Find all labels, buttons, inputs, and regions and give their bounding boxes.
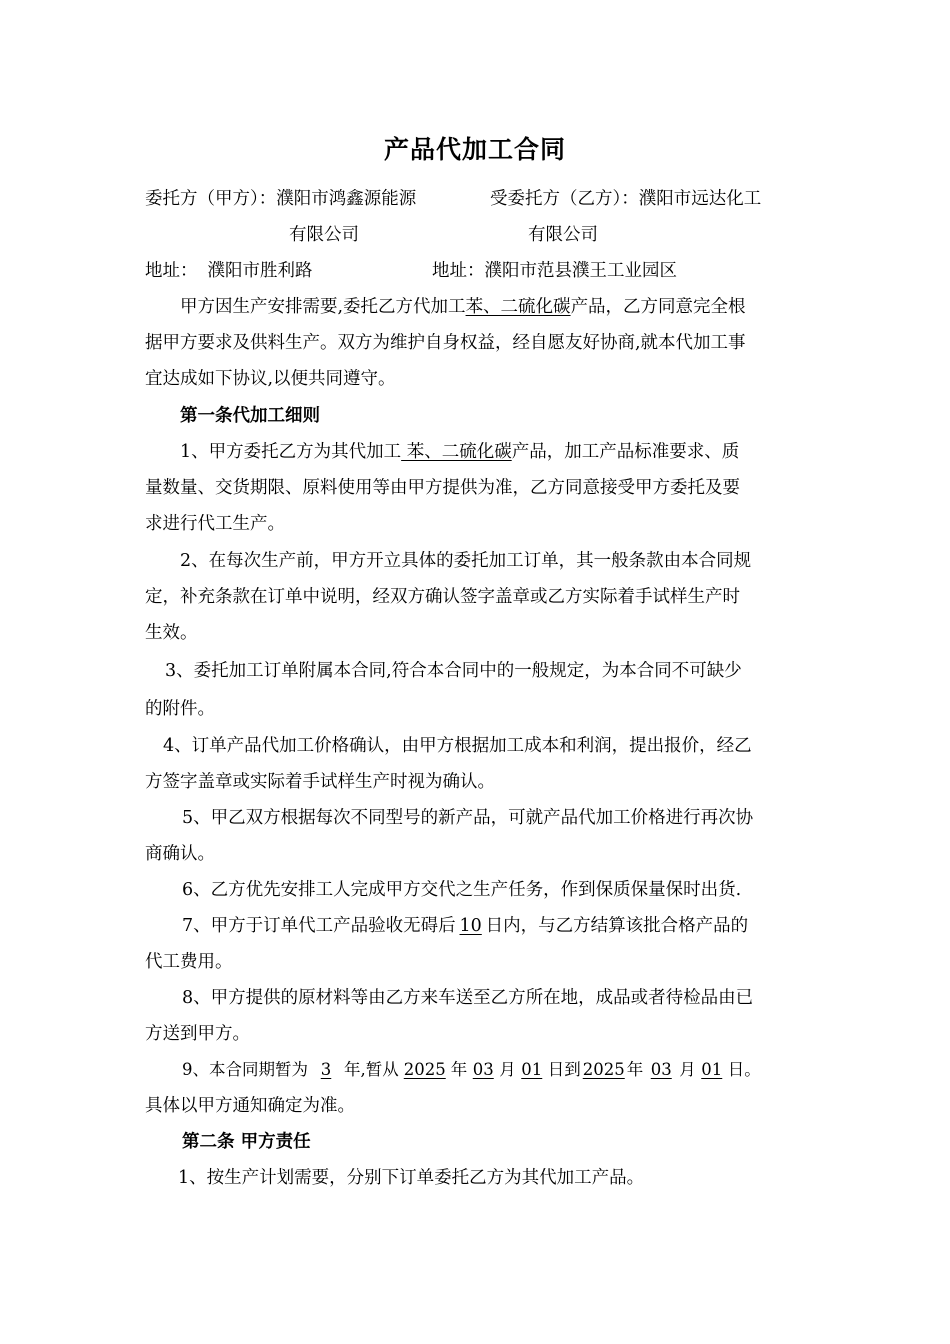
clause-1-6-line-1: 6、乙方优先安排工人完成甲方交代之生产任务，作到保质保量保时出货. [182, 880, 742, 900]
end-day: 01 [701, 1060, 723, 1079]
clause-1-9-line-1 [182, 1058, 761, 1082]
article-2-heading: 第二条 甲方责任 [182, 1132, 311, 1152]
party-b-address [432, 259, 677, 283]
clause-1-7-line-2: 代工费用。 [145, 952, 233, 972]
clause-1-2-line-2: 定，补充条款在订单中说明，经双方确认签字盖章或乙方实际着手试样生产时 [145, 587, 740, 607]
clause-1-7-days: 10 [459, 916, 482, 936]
clause-1-1-line-3: 求进行代工生产。 [145, 514, 285, 534]
clause-text: 9、本合同期暂为 [182, 1060, 308, 1079]
clause-1-1-product: 苯、二硫化碳 [401, 442, 512, 462]
clause-1-5-line-2: 商确认。 [145, 844, 215, 864]
party-b-address-label: 地址： [432, 261, 485, 281]
clause-1-1-line-1 [180, 440, 739, 464]
clause-1-3-line-1: 3、委托加工订单附属本合同,符合本合同中的一般规定，为本合同不可缺少 [165, 661, 742, 681]
clause-text: 日。 [727, 1060, 761, 1079]
clause-text: 7、甲方于订单代工产品验收无碍后 [182, 916, 456, 936]
clause-text: 日内，与乙方结算该批合格产品的 [485, 916, 749, 936]
clause-1-5-line-1: 5、甲乙双方根据每次不同型号的新产品，可就产品代加工价格进行再次协 [182, 808, 754, 828]
clause-1-7-line-1 [182, 914, 748, 938]
clause-text: 1、甲方委托乙方为其代加工 [180, 442, 402, 462]
clause-1-2-line-1: 2、在每次生产前，甲方开立具体的委托加工订单，其一般条款由本合同规 [180, 551, 752, 571]
party-a-address-label: 地址： [145, 261, 198, 281]
end-year: 2025 [582, 1060, 625, 1079]
clause-1-4-line-2: 方签字盖章或实际着手试样生产时视为确认。 [145, 772, 495, 792]
party-a-name-line2: 有限公司 [289, 225, 359, 245]
start-day: 01 [521, 1060, 543, 1079]
party-b-name-line2: 有限公司 [528, 225, 598, 245]
clause-1-4-line-1: 4、订单产品代加工价格确认，由甲方根据加工成本和利润，提出报价，经乙 [163, 736, 752, 756]
contract-term-years: 3 [320, 1060, 332, 1079]
party-a-label: 委托方（甲方）： [145, 189, 277, 209]
clause-text: 产品，加工产品标准要求、质 [511, 442, 740, 462]
party-a-name [145, 187, 416, 211]
party-b-address-value: 濮阳市范县濮王工业园区 [484, 261, 677, 281]
contract-title: 产品代加工合同 [383, 135, 566, 164]
party-a-address [145, 259, 313, 283]
party-b-name [490, 187, 761, 211]
intro-line-2: 据甲方要求及供料生产。双方为维护自身权益，经自愿友好协商,就本代加工事 [145, 333, 746, 353]
intro-product: 苯、二硫化碳 [465, 297, 571, 317]
clause-2-1-line-1: 1、按生产计划需要，分别下订单委托乙方为其代加工产品。 [178, 1168, 645, 1188]
intro-text: 甲方因生产安排需要,委托乙方代加工 [180, 297, 466, 317]
clause-1-1-line-2: 量数量、交货期限、原料使用等由甲方提供为准，乙方同意接受甲方委托及要 [145, 478, 740, 498]
clause-text: 年,暂从 [344, 1060, 399, 1079]
end-month: 03 [650, 1060, 672, 1079]
clause-1-8-line-2: 方送到甲方。 [145, 1024, 250, 1044]
clause-text: 年 [450, 1060, 468, 1079]
clause-1-2-line-3: 生效。 [145, 623, 198, 643]
clause-1-8-line-1: 8、甲方提供的原材料等由乙方来车送至乙方所在地，成品或者待检品由已 [182, 988, 754, 1008]
intro-text: 产品，乙方同意完全根 [570, 297, 746, 317]
intro-line-3: 宜达成如下协议,以便共同遵守。 [145, 369, 396, 389]
clause-text: 年 [626, 1060, 644, 1079]
intro-line-1 [180, 295, 746, 319]
clause-text: 月 [679, 1060, 696, 1079]
article-1-heading: 第一条代加工细则 [180, 406, 320, 426]
party-b-label: 受委托方（乙方）： [490, 189, 639, 209]
clause-1-9-line-2: 具体以甲方通知确定为准。 [145, 1096, 355, 1116]
clause-text: 月 [499, 1060, 516, 1079]
start-month: 03 [472, 1060, 494, 1079]
party-a-name-line1: 濮阳市鸿鑫源能源 [276, 189, 417, 209]
start-year: 2025 [403, 1060, 446, 1079]
party-a-address-value: 濮阳市胜利路 [207, 261, 313, 281]
clause-1-3-line-2: 的附件。 [145, 699, 215, 719]
party-b-name-line1: 濮阳市远达化工 [638, 189, 762, 209]
clause-text: 日到 [547, 1060, 581, 1079]
